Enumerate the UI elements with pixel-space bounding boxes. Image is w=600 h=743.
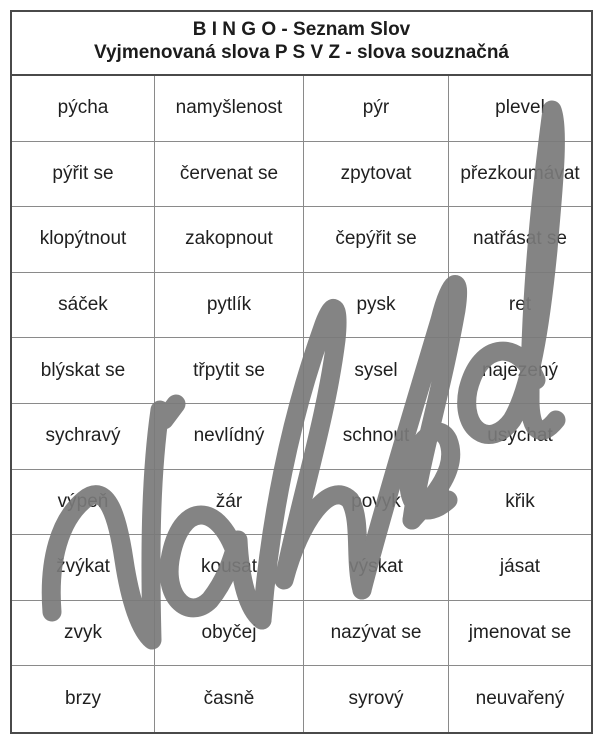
bingo-sheet bbox=[10, 10, 593, 734]
word-cell: povyk bbox=[304, 470, 449, 536]
word-cell: zakopnout bbox=[155, 207, 304, 273]
word-cell: nazývat se bbox=[304, 601, 449, 667]
word-cell: neuvařený bbox=[475, 688, 565, 710]
word-cell: sychravý bbox=[12, 404, 155, 470]
word-cell: natřásat se bbox=[449, 207, 591, 273]
word-cell: časně bbox=[155, 666, 304, 732]
word-cell: syrový bbox=[304, 666, 449, 732]
word-cell: najezený bbox=[449, 338, 591, 404]
word-cell: žvýkat bbox=[12, 535, 155, 601]
word-cell: výpeň bbox=[12, 470, 155, 536]
word-cell: pysk bbox=[304, 273, 449, 339]
word-cell: brzy bbox=[12, 666, 155, 732]
word-cell: jmenovat se bbox=[449, 601, 591, 667]
word-cell: kousat bbox=[155, 535, 304, 601]
header-subtitle: Vyjmenovaná slova P S V Z - slova souznačná bbox=[94, 42, 509, 63]
word-cell: obyčej bbox=[155, 601, 304, 667]
word-cell: pýřit se bbox=[12, 142, 155, 208]
word-cell: žár bbox=[155, 470, 304, 536]
word-cell: pytlík bbox=[155, 273, 304, 339]
word-cell: klopýtnout bbox=[12, 207, 155, 273]
word-cell: třpytit se bbox=[155, 338, 304, 404]
word-cell: pýr bbox=[304, 76, 449, 142]
word-cell: usychat bbox=[449, 404, 591, 470]
word-cell: sáček bbox=[12, 273, 155, 339]
word-cell: přezkoumávat bbox=[449, 142, 591, 208]
word-cell: ret bbox=[449, 273, 591, 339]
header-title: B I N G O - Seznam Slov bbox=[192, 19, 411, 40]
word-cell: křik bbox=[449, 470, 591, 536]
word-cell: čepýřit se bbox=[304, 207, 449, 273]
word-cell: červenat se bbox=[155, 142, 304, 208]
word-cell: namyšlenost bbox=[155, 76, 304, 142]
word-cell: jásat bbox=[449, 535, 591, 601]
word-cell: výskat bbox=[304, 535, 449, 601]
word-cell: blýskat se bbox=[12, 338, 155, 404]
word-cell: schnout bbox=[304, 404, 449, 470]
word-cell: plevel bbox=[449, 76, 591, 142]
word-cell: zpytovat bbox=[304, 142, 449, 208]
sheet-header bbox=[12, 12, 591, 76]
word-grid bbox=[12, 76, 591, 732]
word-cell: sysel bbox=[304, 338, 449, 404]
word-cell: pýcha bbox=[12, 76, 155, 142]
word-cell: zvyk bbox=[12, 601, 155, 667]
word-cell: nevlídný bbox=[155, 404, 304, 470]
